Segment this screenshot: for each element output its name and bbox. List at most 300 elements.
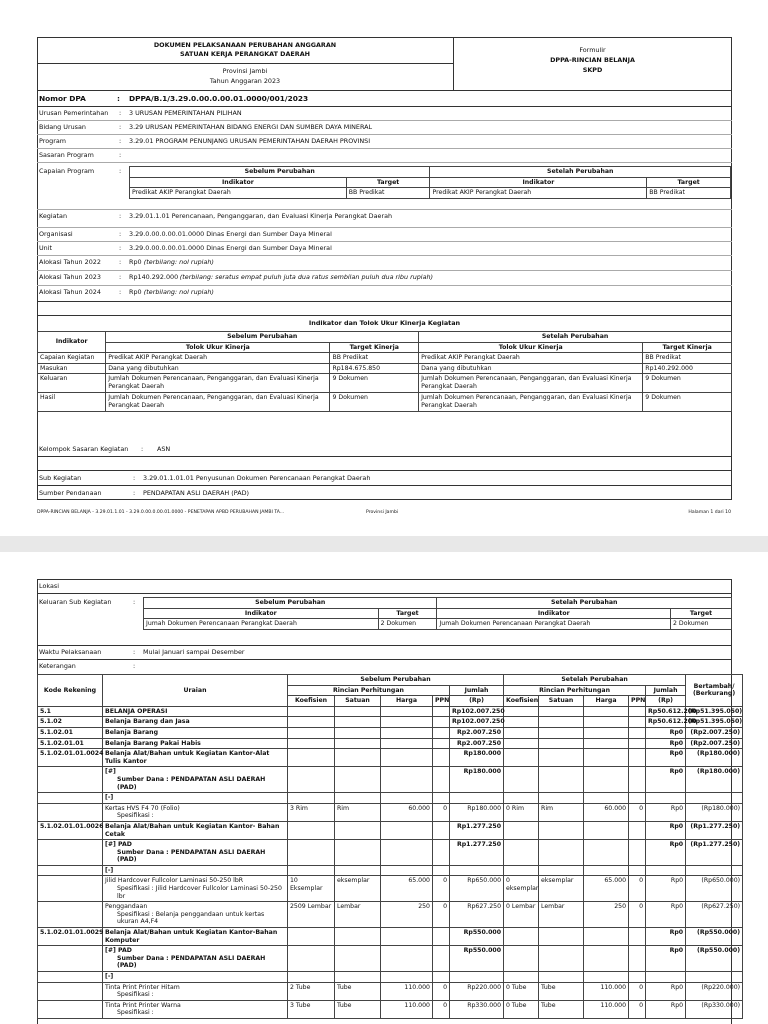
cell-p2 — [629, 767, 646, 793]
capaian-setelah-header: Setelah Perubahan — [430, 167, 731, 178]
table-row — [38, 865, 743, 876]
uraian-subtext: Sumber Dana : PENDAPATAN ASLI DAERAH (PAD) — [117, 775, 266, 791]
uraian-cell — [103, 946, 288, 972]
uraian-subtext: Spesifikasi : Belanja penggandaan untuk kertas ukuran A4,F4 — [117, 910, 265, 926]
colon: : — [133, 474, 136, 482]
cell-s2: Rim — [539, 803, 584, 821]
cell-j1: Rp330.000 — [450, 1000, 504, 1018]
cell-d: (Rp51.395.050) — [686, 717, 743, 728]
cell-k2 — [504, 767, 539, 793]
uraian-text: Tinta Print Printer Warna — [105, 1001, 181, 1009]
cell-p2 — [629, 727, 646, 738]
table-row — [38, 803, 743, 821]
table-row — [38, 902, 743, 928]
cell-p1: 0 — [433, 1000, 450, 1018]
satuan-header: Satuan — [539, 696, 584, 707]
cell-s2: eksemplar — [539, 876, 584, 902]
uraian-text: Jilid Hardcover Fullcolor Laminasi 50-250 lbR — [105, 877, 244, 885]
colon: : — [141, 445, 144, 453]
uraian-cell — [103, 738, 288, 749]
indikator-cell-tolok2: Dana yang dibutuhkan — [419, 363, 643, 374]
info-value: Rp140.292.000 — [129, 273, 179, 281]
cell-k1 — [288, 793, 335, 804]
cell-j1: Rp180.000 — [450, 767, 504, 793]
cell-j1 — [450, 972, 504, 983]
uraian-cell — [103, 840, 288, 866]
cell-p2 — [629, 738, 646, 749]
table-row — [38, 717, 743, 728]
cell-p2 — [629, 706, 646, 717]
cell-d — [686, 972, 743, 983]
cell-j2: Rp0 — [646, 821, 686, 839]
keluaran-indikator-header: Indikator — [437, 608, 671, 619]
cell-k1: 2509 Lembar — [288, 902, 335, 928]
table-row — [38, 749, 743, 767]
info-value: 3.29.01.1.01 Perencanaan, Penganggaran, dan Evaluasi Kinerja Perangkat Daerah — [129, 212, 393, 220]
cell-p2: 0 — [629, 902, 646, 928]
form-label: Formulir — [579, 46, 606, 54]
capaian-program-label: Capaian Program — [39, 167, 95, 175]
capaian-indikator-header: Indikator — [130, 177, 347, 188]
cell-d: (Rp330.000) — [686, 1000, 743, 1018]
waktu-pelaksanaan-label: Waktu Pelaksanaan — [39, 648, 102, 656]
page-number: Halaman 1 dari 10 — [688, 510, 731, 515]
cell-k1 — [288, 767, 335, 793]
cell-j1 — [450, 865, 504, 876]
cell-h2 — [584, 972, 629, 983]
uraian-cell — [103, 982, 288, 1000]
cell-s2 — [539, 840, 584, 866]
info-label: Urusan Pemerintahan — [39, 109, 109, 117]
colon: : — [119, 167, 122, 175]
cell-p2 — [629, 840, 646, 866]
info-label: Kegiatan — [39, 212, 68, 220]
sumber-pendanaan-value: PENDAPATAN ASLI DAERAH (PAD) — [143, 489, 249, 497]
cell-k2 — [504, 727, 539, 738]
jumlah-header: Jumlah — [646, 685, 686, 696]
keluaran-target-header: Target — [378, 608, 437, 619]
uraian-text: [#] — [105, 768, 116, 776]
info-value: 3.29.0.00.0.00.01.0000 Dinas Energi dan Sumber Daya Mineral — [129, 244, 332, 252]
cell-k1 — [288, 946, 335, 972]
table-row — [38, 972, 743, 983]
cell-k1 — [288, 717, 335, 728]
cell-d: (Rp220.000) — [686, 982, 743, 1000]
colon: : — [119, 244, 122, 252]
indikator-cell-label: Masukan — [38, 363, 106, 374]
uraian-cell — [103, 865, 288, 876]
cell-p2: 0 — [629, 1000, 646, 1018]
cell-p1: 0 — [433, 803, 450, 821]
indikator-table — [37, 331, 732, 412]
table-row — [38, 738, 743, 749]
cell-j1: Rp1.277.250 — [450, 840, 504, 866]
table-row — [38, 928, 743, 946]
capaian-setelah-indikator: Predikat AKIP Perangkat Daerah — [430, 188, 647, 199]
kode-rekening-cell — [38, 946, 103, 972]
info-value-terbilang: (terbilang: nol rupiah) — [143, 258, 214, 266]
keluaran-table — [143, 597, 732, 630]
info-value: 3.29 URUSAN PEMERINTAHAN BIDANG ENERGI DAN SUMBER DAYA MINERAL — [129, 123, 373, 131]
ppn-header: PPN — [629, 696, 646, 707]
colon: : — [119, 230, 122, 238]
cell-k2: 0 Tube — [504, 982, 539, 1000]
uraian-cell — [103, 821, 288, 839]
cell-h1 — [381, 865, 433, 876]
cell-h1 — [381, 727, 433, 738]
cell-k2: 0 Rim — [504, 803, 539, 821]
cell-s1 — [335, 972, 381, 983]
cell-s1: eksemplar — [335, 876, 381, 902]
nomor-dpa-value: DPPA/B.1/3.29.0.00.0.00.01.0000/001/2023 — [129, 94, 309, 103]
cell-s1 — [335, 727, 381, 738]
waktu-pelaksanaan-value: Mulai Januari sampai Desember — [143, 648, 245, 656]
cell-s2 — [539, 749, 584, 767]
cell-h2: 250 — [584, 902, 629, 928]
keluaran-sebelum-target: 2 Dokumen — [378, 619, 437, 630]
cell-s1 — [335, 749, 381, 767]
province-label: Provinsi Jambi — [222, 67, 268, 75]
cell-j1: Rp102.007.250 — [450, 706, 504, 717]
uraian-cell — [103, 902, 288, 928]
lokasi-label: Lokasi — [39, 582, 59, 590]
kelompok-sasaran-label: Kelompok Sasaran Kegiatan — [39, 445, 129, 453]
cell-p2 — [629, 928, 646, 946]
colon: : — [119, 109, 122, 117]
indikator-cell-target2: BB Predikat — [643, 353, 732, 364]
cell-s2 — [539, 706, 584, 717]
cell-j1: Rp180.000 — [450, 803, 504, 821]
keterangan-label: Keterangan — [39, 662, 76, 670]
cell-s1 — [335, 928, 381, 946]
cell-p1 — [433, 717, 450, 728]
cell-p1: 0 — [433, 982, 450, 1000]
cell-h1 — [381, 717, 433, 728]
cell-s2 — [539, 767, 584, 793]
table-row — [38, 1000, 743, 1018]
table-row — [38, 706, 743, 717]
indikator-row — [38, 363, 732, 374]
cell-k2 — [504, 793, 539, 804]
cell-d: (Rp1.277.250) — [686, 840, 743, 866]
cell-k2 — [504, 821, 539, 839]
cell-h2 — [584, 821, 629, 839]
indikator-cell-label: Capaian Kegiatan — [38, 353, 106, 364]
info-value-terbilang: (terbilang: nol rupiah) — [143, 288, 214, 296]
cell-d: (Rp180.000) — [686, 749, 743, 767]
cell-d: (Rp2.007.250) — [686, 738, 743, 749]
cell-s2: Lembar — [539, 902, 584, 928]
cell-h2 — [584, 727, 629, 738]
capaian-target-header: Target — [346, 177, 430, 188]
header-title-line1: DOKUMEN PELAKSANAAN PERUBAHAN ANGGARAN — [153, 41, 337, 49]
uraian-cell — [103, 717, 288, 728]
uraian-header: Uraian — [103, 675, 288, 707]
indikator-row — [38, 374, 732, 393]
table-row — [38, 793, 743, 804]
cell-s2 — [539, 972, 584, 983]
tolok-ukur-header: Tolok Ukur Kinerja — [106, 342, 330, 353]
capaian-sebelum-target: BB Predikat — [346, 188, 430, 199]
colon: : — [133, 662, 136, 670]
cell-s1: Lembar — [335, 902, 381, 928]
cell-j1: Rp650.000 — [450, 876, 504, 902]
sub-kegiatan-value: 3.29.01.1.01.01 Penyusunan Dokumen Perencanaan Perangkat Daerah — [143, 474, 371, 482]
cell-j1 — [450, 793, 504, 804]
indikator-row — [38, 353, 732, 364]
ppn-header: PPN — [433, 696, 450, 707]
cell-h1: 60.000 — [381, 803, 433, 821]
cell-p1 — [433, 767, 450, 793]
sebelum-perubahan-header: Sebelum Perubahan — [288, 675, 504, 686]
cell-d — [686, 865, 743, 876]
cell-j2: Rp0 — [646, 1000, 686, 1018]
info-value: 3.29.01 PROGRAM PENUNJANG URUSAN PEMERINTAHAN DAERAH PROVINSI — [129, 137, 371, 145]
info-label: Bidang Urusan — [39, 123, 86, 131]
cell-k2 — [504, 749, 539, 767]
cell-k2: 0 Tube — [504, 1000, 539, 1018]
cell-p1 — [433, 727, 450, 738]
uraian-text: Tinta Print Printer Hitam — [105, 983, 180, 991]
cell-d: (Rp2.007.250) — [686, 727, 743, 738]
cell-p1: 0 — [433, 902, 450, 928]
cell-h1 — [381, 767, 433, 793]
cell-s1 — [335, 767, 381, 793]
fiscal-year-label: Tahun Anggaran 2023 — [209, 77, 281, 85]
cell-d: (Rp550.000) — [686, 928, 743, 946]
cell-d: (Rp180.000) — [686, 767, 743, 793]
target-kinerja-header: Target Kinerja — [643, 342, 732, 353]
colon: : — [119, 123, 122, 131]
rp-header: (Rp) — [450, 696, 504, 707]
satuan-header: Satuan — [335, 696, 381, 707]
cell-h1 — [381, 928, 433, 946]
uraian-cell — [103, 706, 288, 717]
cell-h2 — [584, 946, 629, 972]
uraian-cell — [103, 767, 288, 793]
keluaran-target-header: Target — [671, 608, 732, 619]
uraian-cell — [103, 972, 288, 983]
cell-h2 — [584, 717, 629, 728]
cell-k1 — [288, 738, 335, 749]
cell-p1 — [433, 840, 450, 866]
indikator-cell-target2: 9 Dokumen — [643, 374, 732, 393]
cell-j2: Rp0 — [646, 767, 686, 793]
uraian-text: BELANJA OPERASI — [105, 707, 168, 715]
uraian-text: Belanja Barang dan Jasa — [105, 718, 190, 726]
cell-h2: 65.000 — [584, 876, 629, 902]
indikator-cell-tolok2: Predikat AKIP Perangkat Daerah — [419, 353, 643, 364]
cell-p2 — [629, 821, 646, 839]
uraian-text: Kertas HVS F4 70 (Folio) — [105, 804, 180, 812]
cell-h2: 110.000 — [584, 982, 629, 1000]
indikator-cell-tolok2: Jumlah Dokumen Perencanaan, Penganggaran, dan Evaluasi Kinerja Perangkat Daerah — [419, 393, 643, 412]
kode-rekening-cell — [38, 767, 103, 793]
kode-rekening-cell — [38, 972, 103, 983]
colon: : — [119, 151, 122, 159]
table-row — [38, 946, 743, 972]
cell-h1 — [381, 821, 433, 839]
cell-h2 — [584, 767, 629, 793]
indikator-cell-tolok1: Predikat AKIP Perangkat Daerah — [106, 353, 330, 364]
cell-s2 — [539, 946, 584, 972]
cell-k1 — [288, 865, 335, 876]
kode-rekening-cell: 5.1.02.01.01 — [38, 738, 103, 749]
uraian-subtext: Spesifikasi : Jilid Hardcover Fullcolor Laminasi 50-250 lbr — [117, 885, 282, 900]
colon: : — [119, 273, 122, 281]
cell-d: (Rp1.277.250) — [686, 821, 743, 839]
cell-s1: Rim — [335, 803, 381, 821]
cell-h1 — [381, 840, 433, 866]
cell-k2 — [504, 706, 539, 717]
cell-k2: 0 Lembar — [504, 902, 539, 928]
cell-k1 — [288, 749, 335, 767]
cell-s1 — [335, 793, 381, 804]
uraian-text: [-] — [105, 866, 114, 874]
cell-p1: 0 — [433, 876, 450, 902]
colon: : — [119, 258, 122, 266]
kode-rekening-cell — [38, 793, 103, 804]
cell-j2: Rp0 — [646, 928, 686, 946]
cell-h1 — [381, 706, 433, 717]
uraian-cell — [103, 1000, 288, 1018]
keluaran-sebelum-indikator: Jumah Dokumen Perencanaan Perangkat Daerah — [144, 619, 379, 630]
info-label: Sasaran Program — [39, 151, 94, 159]
cell-s1 — [335, 840, 381, 866]
uraian-subtext: Spesifikasi : — [117, 991, 154, 999]
cell-p1 — [433, 928, 450, 946]
indikator-cell-target2: Rp140.292.000 — [643, 363, 732, 374]
cell-d: (Rp51.395.050) — [686, 706, 743, 717]
cell-h1 — [381, 749, 433, 767]
koefisien-header: Koefisien — [288, 696, 335, 707]
uraian-subtext: Sumber Dana : PENDAPATAN ASLI DAERAH (PAD) — [117, 954, 266, 970]
koefisien-header: Koefisien — [504, 696, 539, 707]
nomor-dpa-label: Nomor DPA — [39, 94, 86, 103]
form-scope: SKPD — [582, 66, 603, 74]
cell-h1: 110.000 — [381, 1000, 433, 1018]
cell-d: (Rp550.000) — [686, 946, 743, 972]
cell-h1 — [381, 946, 433, 972]
cell-p2 — [629, 865, 646, 876]
colon: : — [119, 288, 122, 296]
cell-s2: Tube — [539, 982, 584, 1000]
header-title-line2: SATUAN KERJA PERANGKAT DAERAH — [179, 50, 311, 58]
uraian-text: [#] PAD — [105, 841, 132, 849]
cell-p1 — [433, 821, 450, 839]
colon: : — [133, 489, 136, 497]
cell-j2: Rp50.612.200 — [646, 717, 686, 728]
cell-j2: Rp0 — [646, 840, 686, 866]
cell-s2 — [539, 727, 584, 738]
cell-h1: 250 — [381, 902, 433, 928]
keluaran-indikator-header: Indikator — [144, 608, 379, 619]
cell-s1 — [335, 821, 381, 839]
cell-k2 — [504, 717, 539, 728]
cell-k2 — [504, 972, 539, 983]
uraian-cell — [103, 749, 288, 767]
indikator-sebelum-header: Sebelum Perubahan — [106, 332, 419, 343]
kode-rekening-cell: 5.1.02.01 — [38, 727, 103, 738]
kode-rekening-cell — [38, 840, 103, 866]
colon: : — [119, 137, 122, 145]
cell-h2 — [584, 793, 629, 804]
cell-k1 — [288, 727, 335, 738]
cell-p1 — [433, 793, 450, 804]
uraian-text: Belanja Alat/Bahan untuk Kegiatan Kantor-Bahan Komputer — [105, 929, 278, 944]
cell-p2 — [629, 717, 646, 728]
cell-k2 — [504, 840, 539, 866]
capaian-sebelum-header: Sebelum Perubahan — [130, 167, 430, 178]
uraian-text: [-] — [105, 973, 114, 980]
colon: : — [119, 212, 122, 220]
cell-d: (Rp180.000) — [686, 803, 743, 821]
cell-s2 — [539, 865, 584, 876]
cell-k1: 2 Tube — [288, 982, 335, 1000]
kode-rekening-header: Kode Rekening — [38, 675, 103, 707]
indikator-cell-target1: Rp184.675.850 — [330, 363, 419, 374]
uraian-text: [-] — [105, 794, 114, 802]
uraian-text: Belanja Alat/Bahan untuk Kegiatan Kantor-Alat Tulis Kantor — [105, 750, 270, 765]
uraian-cell — [103, 928, 288, 946]
table-row — [38, 727, 743, 738]
setelah-perubahan-header: Setelah Perubahan — [504, 675, 686, 686]
table-row — [38, 767, 743, 793]
info-label: Alokasi Tahun 2024 — [39, 288, 101, 296]
cell-p1 — [433, 706, 450, 717]
cell-h1 — [381, 793, 433, 804]
cell-j1: Rp1.277.250 — [450, 821, 504, 839]
cell-p2: 0 — [629, 803, 646, 821]
uraian-cell — [103, 803, 288, 821]
cell-s1: Tube — [335, 982, 381, 1000]
bertambah-header: Bertambah/ (Berkurang) — [686, 675, 743, 707]
cell-s2 — [539, 821, 584, 839]
cell-h2 — [584, 865, 629, 876]
colon: : — [133, 598, 136, 606]
kode-rekening-cell — [38, 876, 103, 902]
page-footer-mid: Provinsi Jambi — [366, 510, 399, 515]
cell-j1: Rp180.000 — [450, 749, 504, 767]
info-value: Rp0 — [129, 288, 142, 296]
rincian-belanja-table — [37, 674, 743, 1019]
capaian-setelah-target: BB Predikat — [647, 188, 731, 199]
cell-k1: 3 Tube — [288, 1000, 335, 1018]
sumber-pendanaan-label: Sumber Pendanaan — [39, 489, 102, 497]
page-footer-left: DPPA-RINCIAN BELANJA - 3.29.01.1.01 - 3.29.0.00.0.00.01.0000 - PENETAPAN APBD PERUBAHAN JAMBI TA... — [37, 510, 285, 515]
cell-s2 — [539, 738, 584, 749]
rp-header: (Rp) — [646, 696, 686, 707]
cell-s1 — [335, 865, 381, 876]
cell-h2 — [584, 738, 629, 749]
table-row — [38, 840, 743, 866]
indikator-cell-tolok2: Jumlah Dokumen Perencanaan, Penganggaran, dan Evaluasi Kinerja Perangkat Daerah — [419, 374, 643, 393]
table-row — [38, 821, 743, 839]
cell-j1: Rp2.007.250 — [450, 727, 504, 738]
info-label: Alokasi Tahun 2023 — [39, 273, 101, 281]
cell-j1: Rp102.007.250 — [450, 717, 504, 728]
capaian-target-header: Target — [647, 177, 731, 188]
kode-rekening-cell: 5.1.02.01.01.0024 — [38, 749, 103, 767]
cell-s2 — [539, 717, 584, 728]
cell-j2: Rp0 — [646, 749, 686, 767]
uraian-text: [#] PAD — [105, 947, 132, 955]
kelompok-sasaran-value: ASN — [157, 445, 171, 453]
cell-s2 — [539, 793, 584, 804]
indikator-cell-target1: BB Predikat — [330, 353, 419, 364]
cell-d — [686, 793, 743, 804]
rincian-perhitungan-header: Rincian Perhitungan — [288, 685, 450, 696]
